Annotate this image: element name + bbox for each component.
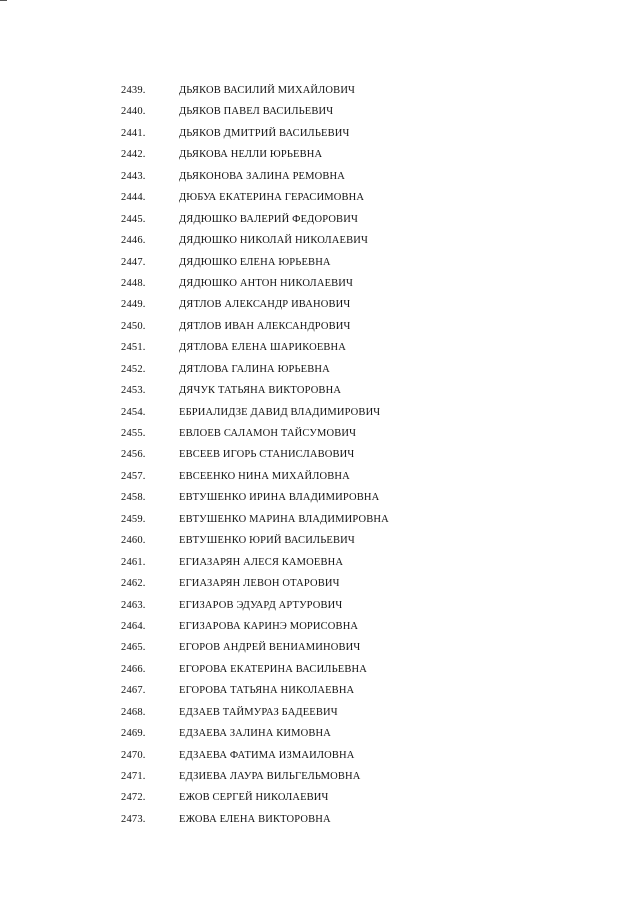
- list-item: [0, 166, 639, 187]
- entry-number: 2452.: [121, 363, 146, 375]
- list-item: [0, 123, 639, 144]
- entry-number: 2456.: [121, 449, 146, 461]
- entry-name: ЕГИЗАРОВА КАРИНЭ МОРИСОВНА: [179, 620, 359, 632]
- entry-name: ЕГОРОВ АНДРЕЙ ВЕНИАМИНОВИЧ: [179, 642, 361, 654]
- entry-name: ДЯДЮШКО ЕЛЕНА ЮРЬЕВНА: [179, 256, 331, 268]
- entry-number: 2448.: [121, 277, 146, 289]
- entry-number: 2471.: [121, 771, 146, 782]
- list-item: [0, 702, 639, 723]
- entry-name: ДЬЯКОВА НЕЛЛИ ЮРЬЕВНА: [179, 149, 323, 161]
- entry-number: 2445.: [121, 213, 146, 225]
- entry-name: ЕДЗАЕВ ТАЙМУРАЗ БАДЕЕВИЧ: [179, 706, 338, 718]
- entry-name: ЕДЗАЕВА ФАТИМА ИЗМАИЛОВНА: [179, 749, 355, 761]
- list-item: [0, 423, 639, 444]
- entry-number: 2469.: [121, 728, 146, 740]
- list-item: [0, 530, 639, 551]
- list-item: [0, 101, 639, 122]
- entry-name: ЕДЗАЕВА ЗАЛИНА КИМОВНА: [179, 728, 331, 740]
- entry-number: 2473.: [121, 813, 146, 825]
- entry-name: ЕЖОВ СЕРГЕЙ НИКОЛАЕВИЧ: [179, 792, 329, 804]
- entry-number: 2446.: [121, 235, 146, 247]
- entry-number: 2472.: [121, 792, 146, 804]
- entry-name: ДЮБУА ЕКАТЕРИНА ГЕРАСИМОВНА: [179, 192, 365, 204]
- entry-number: 2449.: [121, 299, 146, 311]
- list-item: [0, 595, 639, 616]
- list-item: [0, 444, 639, 465]
- entry-number: 2444.: [121, 192, 146, 204]
- entry-name: ЕБРИАЛИДЗЕ ДАВИД ВЛАДИМИРОВИЧ: [179, 406, 381, 418]
- list-item: [0, 659, 639, 680]
- list-item: [0, 573, 639, 594]
- list-item: [0, 552, 639, 573]
- list-item: [0, 252, 639, 273]
- entry-name: ДЯЧУК ТАТЬЯНА ВИКТОРОВНА: [179, 385, 342, 397]
- list-item: [0, 273, 639, 294]
- entry-number: 2462.: [121, 578, 146, 590]
- entry-number: 2450.: [121, 320, 146, 332]
- entry-number: 2459.: [121, 513, 146, 525]
- entry-name: ЕВСЕЕНКО НИНА МИХАЙЛОВНА: [179, 470, 350, 482]
- entry-number: 2465.: [121, 642, 146, 654]
- list-item: [0, 209, 639, 230]
- entry-number: 2468.: [121, 706, 146, 718]
- entry-number: 2454.: [121, 406, 146, 418]
- list-item: [0, 294, 639, 315]
- list-item: [0, 680, 639, 701]
- entry-name: ДЯДЮШКО ВАЛЕРИЙ ФЕДОРОВИЧ: [179, 213, 358, 225]
- list-item: [0, 509, 639, 530]
- entry-name: ДЬЯКОВ ВАСИЛИЙ МИХАЙЛОВИЧ: [179, 85, 356, 96]
- name-list: [0, 80, 639, 830]
- entry-name: ЕВСЕЕВ ИГОРЬ СТАНИСЛАВОВИЧ: [179, 449, 355, 461]
- entry-name: ДЬЯКОВ ДМИТРИЙ ВАСИЛЬЕВИЧ: [179, 127, 350, 139]
- entry-number: 2441.: [121, 127, 146, 139]
- entry-number: 2467.: [121, 685, 146, 697]
- entry-name: ЕГИАЗАРЯН ЛЕВОН ОТАРОВИЧ: [179, 578, 340, 590]
- list-item: [0, 187, 639, 208]
- entry-name: ДЯДЮШКО НИКОЛАЙ НИКОЛАЕВИЧ: [179, 235, 368, 247]
- entry-name: ДЯДЮШКО АНТОН НИКОЛАЕВИЧ: [179, 277, 353, 289]
- entry-name: ДЯТЛОВ АЛЕКСАНДР ИВАНОВИЧ: [179, 299, 351, 311]
- entry-name: ЕДЗИЕВА ЛАУРА ВИЛЬГЕЛЬМОВНА: [179, 771, 361, 782]
- entry-number: 2442.: [121, 149, 146, 161]
- entry-name: ЕГОРОВА ЕКАТЕРИНА ВАСИЛЬЕВНА: [179, 663, 367, 675]
- list-item: [0, 466, 639, 487]
- entry-number: 2460.: [121, 535, 146, 547]
- entry-number: 2463.: [121, 599, 146, 611]
- entry-name: ДЬЯКОВ ПАВЕЛ ВАСИЛЬЕВИЧ: [179, 106, 334, 118]
- list-item: [0, 316, 639, 337]
- entry-name: ЕГИАЗАРЯН АЛЕСЯ КАМОЕВНА: [179, 556, 344, 568]
- entry-name: ЕВТУШЕНКО МАРИНА ВЛАДИМИРОВНА: [179, 513, 389, 525]
- list-item: [0, 80, 639, 101]
- entry-name: ДЬЯКОНОВА ЗАЛИНА РЕМОВНА: [179, 170, 345, 182]
- entry-name: ЕГОРОВА ТАТЬЯНА НИКОЛАЕВНА: [179, 685, 355, 697]
- list-item: [0, 337, 639, 358]
- list-item: [0, 766, 639, 787]
- entry-number: 2455.: [121, 428, 146, 439]
- entry-name: ЕВТУШЕНКО ЮРИЙ ВАСИЛЬЕВИЧ: [179, 535, 355, 547]
- list-item: [0, 380, 639, 401]
- entry-number: 2453.: [121, 385, 146, 397]
- list-item: [0, 144, 639, 165]
- entry-number: 2440.: [121, 106, 146, 118]
- list-item: [0, 402, 639, 423]
- entry-number: 2461.: [121, 556, 146, 568]
- entry-number: 2451.: [121, 342, 146, 354]
- entry-number: 2470.: [121, 749, 146, 761]
- list-item: [0, 787, 639, 808]
- list-item: [0, 809, 639, 830]
- list-item: [0, 359, 639, 380]
- entry-name: ЕВТУШЕНКО ИРИНА ВЛАДИМИРОВНА: [179, 492, 380, 504]
- entry-name: ДЯТЛОВА ЕЛЕНА ШАРИКОЕВНА: [179, 342, 347, 354]
- list-item: [0, 723, 639, 744]
- entry-number: 2464.: [121, 620, 146, 632]
- scan-corner-mark: [0, 0, 7, 1]
- entry-number: 2447.: [121, 256, 146, 268]
- entry-name: ЕВЛОЕВ САЛАМОН ТАЙСУМОВИЧ: [179, 428, 357, 439]
- list-item: [0, 230, 639, 251]
- list-item: [0, 616, 639, 637]
- entry-number: 2466.: [121, 663, 146, 675]
- list-item: [0, 637, 639, 658]
- entry-name: ЕГИЗАРОВ ЭДУАРД АРТУРОВИЧ: [179, 599, 343, 611]
- entry-name: ЕЖОВА ЕЛЕНА ВИКТОРОВНА: [179, 813, 331, 825]
- list-item: [0, 487, 639, 508]
- entry-number: 2457.: [121, 470, 146, 482]
- entry-name: ДЯТЛОВА ГАЛИНА ЮРЬЕВНА: [179, 363, 330, 375]
- entry-number: 2439.: [121, 85, 146, 96]
- entry-name: ДЯТЛОВ ИВАН АЛЕКСАНДРОВИЧ: [179, 320, 351, 332]
- list-item: [0, 745, 639, 766]
- entry-number: 2458.: [121, 492, 146, 504]
- entry-number: 2443.: [121, 170, 146, 182]
